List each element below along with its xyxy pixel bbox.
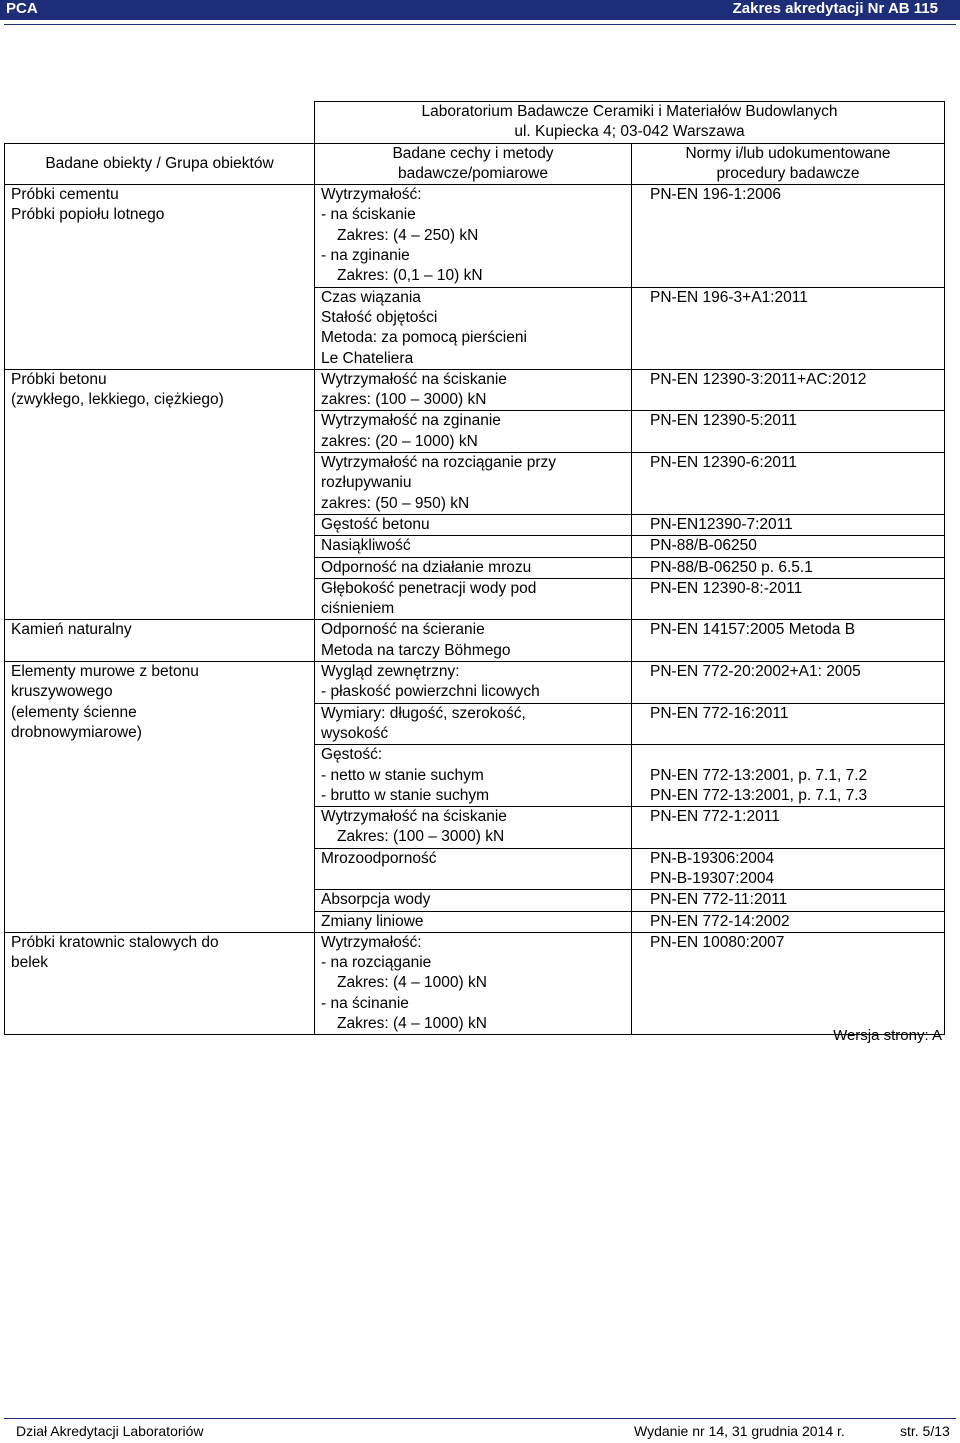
method-line: Absorpcja wody xyxy=(321,891,431,909)
method-cell xyxy=(315,536,632,557)
table-row xyxy=(5,662,945,704)
object-line: belek xyxy=(11,954,49,972)
page-version: Wersja strony: A xyxy=(833,1027,942,1044)
header-title: Zakres akredytacji Nr AB 115 xyxy=(732,0,938,17)
norm-cell xyxy=(632,932,945,1034)
page-footer xyxy=(4,1418,956,1443)
object-line: Elementy murowe z betonu xyxy=(11,663,199,681)
object-cell xyxy=(5,620,315,662)
object-line: Kamień naturalny xyxy=(11,621,132,639)
method-line: Wytrzymałość na zginanie xyxy=(321,412,501,430)
method-line: Czas wiązania xyxy=(321,288,421,306)
norm-cell xyxy=(632,807,945,849)
method-line: Stałość objętości xyxy=(321,308,438,326)
lab-info xyxy=(315,102,945,144)
method-cell xyxy=(315,411,632,453)
table-row xyxy=(5,932,945,1034)
norm-line: PN-EN 772-13:2001, p. 7.1, 7.2 xyxy=(650,766,868,784)
page-header xyxy=(0,0,960,20)
norm-line: PN-EN 196-1:2006 xyxy=(650,186,781,204)
method-line: Wytrzymałość na ściskanie xyxy=(321,808,507,826)
method-line: zakres: (50 – 950) kN xyxy=(321,494,470,512)
norm-line: PN-88/B-06250 p. 6.5.1 xyxy=(650,558,813,576)
method-cell xyxy=(315,848,632,890)
method-cell xyxy=(315,453,632,515)
norm-line: PN-B-19306:2004 xyxy=(650,849,775,867)
norm-line: PN-EN 772-20:2002+A1: 2005 xyxy=(650,663,861,681)
method-line: ciśnieniem xyxy=(321,600,395,618)
norm-cell xyxy=(632,369,945,411)
method-cell xyxy=(315,185,632,287)
method-line: Metoda na tarczy Böhmego xyxy=(321,641,511,659)
norm-line: PN-EN 772-1:2011 xyxy=(650,808,780,826)
method-line: Wymiary: długość, szerokość, xyxy=(321,704,526,722)
norm-line: PN-EN 12390-3:2011+AC:2012 xyxy=(650,370,867,388)
norm-cell xyxy=(632,185,945,287)
method-line: Le Chateliera xyxy=(321,349,414,367)
object-cell xyxy=(5,185,315,370)
norm-cell xyxy=(632,848,945,890)
norm-line: PN-EN 10080:2007 xyxy=(650,933,785,951)
header-divider xyxy=(4,24,956,25)
method-line: Odporność na ścieranie xyxy=(321,621,485,639)
method-cell xyxy=(315,890,632,911)
norm-cell xyxy=(632,578,945,620)
norm-cell xyxy=(632,662,945,704)
method-line: Zakres: (4 – 1000) kN xyxy=(337,1015,487,1033)
object-cell xyxy=(5,932,315,1034)
method-line: Zakres: (4 – 1000) kN xyxy=(337,974,487,992)
method-cell xyxy=(315,578,632,620)
method-line: - na zginanie xyxy=(321,247,410,265)
norm-line: PN-EN 14157:2005 Metoda B xyxy=(650,621,856,639)
method-cell xyxy=(315,369,632,411)
table-row xyxy=(5,185,945,287)
method-line: Metoda: za pomocą pierścieni xyxy=(321,329,527,347)
method-cell xyxy=(315,287,632,369)
method-line: - na rozciąganie xyxy=(321,954,432,972)
column-header-row xyxy=(5,143,945,185)
method-line: Wytrzymałość: xyxy=(321,186,422,204)
norm-line: PN-B-19307:2004 xyxy=(650,869,775,887)
norm-line: PN-EN 196-3+A1:2011 xyxy=(650,288,808,306)
footer-page-number: str. 5/13 xyxy=(900,1423,950,1439)
norm-line: PN-88/B-06250 xyxy=(650,537,757,555)
col-header-methods: Badane cechy i metody badawcze/pomiarowe xyxy=(315,143,632,185)
norm-cell xyxy=(632,557,945,578)
norm-line: PN-EN 772-14:2002 xyxy=(650,912,790,930)
norm-cell xyxy=(632,911,945,932)
object-line: kruszywowego xyxy=(11,683,113,701)
norm-line: PN-EN 772-13:2001, p. 7.1, 7.3 xyxy=(650,786,868,804)
method-line: rozłupywaniu xyxy=(321,474,412,492)
method-line: Zakres: (0,1 – 10) kN xyxy=(337,267,483,285)
method-line: Mrozoodporność xyxy=(321,849,437,867)
method-line: Wytrzymałość na rozciąganie przy xyxy=(321,454,557,472)
method-line: Zmiany liniowe xyxy=(321,912,424,930)
norm-cell xyxy=(632,514,945,535)
lab-address: ul. Kupiecka 4; 03-042 Warszawa xyxy=(514,123,745,141)
norm-line xyxy=(638,745,938,765)
object-line: drobnowymiarowe) xyxy=(11,723,142,741)
table-row xyxy=(5,620,945,662)
method-cell xyxy=(315,745,632,807)
object-line: Próbki kratownic stalowych do xyxy=(11,933,219,951)
lab-header-row xyxy=(5,102,945,144)
method-cell xyxy=(315,807,632,849)
method-line: - na ściskanie xyxy=(321,206,416,224)
method-cell xyxy=(315,932,632,1034)
object-cell xyxy=(5,369,315,620)
norm-cell xyxy=(632,620,945,662)
object-line: Próbki popiołu lotnego xyxy=(11,206,165,224)
method-line: zakres: (20 – 1000) kN xyxy=(321,432,478,450)
method-cell xyxy=(315,514,632,535)
norm-cell xyxy=(632,411,945,453)
method-line: Nasiąkliwość xyxy=(321,537,411,555)
norm-cell xyxy=(632,703,945,745)
norm-line: PN-EN 772-16:2011 xyxy=(650,704,789,722)
method-cell xyxy=(315,703,632,745)
method-cell xyxy=(315,620,632,662)
col-header-objects: Badane obiekty / Grupa obiektów xyxy=(5,143,315,185)
method-line: Wytrzymałość na ściskanie xyxy=(321,370,507,388)
norm-line: PN-EN 12390-6:2011 xyxy=(650,454,798,472)
table-row xyxy=(5,369,945,411)
method-line: Zakres: (100 – 3000) kN xyxy=(337,828,505,846)
norm-line: PN-EN 12390-5:2011 xyxy=(650,412,798,430)
col-header-norms: Normy i/lub udokumentowane procedury badawcze xyxy=(632,143,945,185)
norm-cell xyxy=(632,890,945,911)
norm-line: PN-EN12390-7:2011 xyxy=(650,515,793,533)
method-cell xyxy=(315,557,632,578)
footer-edition: Wydanie nr 14, 31 grudnia 2014 r. xyxy=(634,1423,845,1439)
norm-cell xyxy=(632,287,945,369)
method-line: Zakres: (4 – 250) kN xyxy=(337,226,479,244)
method-line xyxy=(321,869,625,889)
norm-line: PN-EN 12390-8:-2011 xyxy=(650,579,803,597)
header-org: PCA xyxy=(6,0,38,17)
method-line: wysokość xyxy=(321,724,389,742)
method-cell xyxy=(315,662,632,704)
method-line: - netto w stanie suchym xyxy=(321,766,484,784)
object-line: Próbki cementu xyxy=(11,186,119,204)
norm-cell xyxy=(632,536,945,557)
norm-line: PN-EN 772-11:2011 xyxy=(650,891,788,909)
norm-cell xyxy=(632,745,945,807)
footer-department: Dział Akredytacji Laboratoriów xyxy=(16,1423,204,1439)
object-line: (zwykłego, lekkiego, ciężkiego) xyxy=(11,391,224,409)
method-line: Głębokość penetracji wody pod xyxy=(321,579,537,597)
method-line: Wygląd zewnętrzny: xyxy=(321,663,460,681)
method-line: Gęstość betonu xyxy=(321,515,430,533)
method-cell xyxy=(315,911,632,932)
accreditation-table xyxy=(4,101,945,1035)
object-cell xyxy=(5,662,315,933)
object-line: Próbki betonu xyxy=(11,370,107,388)
method-line: zakres: (100 – 3000) kN xyxy=(321,391,487,409)
method-line: - brutto w stanie suchym xyxy=(321,786,489,804)
method-line: Odporność na działanie mrozu xyxy=(321,558,532,576)
method-line: - płaskość powierzchni licowych xyxy=(321,683,540,701)
object-line: (elementy ścienne xyxy=(11,703,137,721)
norm-cell xyxy=(632,453,945,515)
method-line: Gęstość: xyxy=(321,746,383,764)
lab-name: Laboratorium Badawcze Ceramiki i Materiałów Budowlanych xyxy=(421,103,838,120)
method-line: Wytrzymałość: xyxy=(321,933,422,951)
method-line: - na ścinanie xyxy=(321,994,409,1012)
